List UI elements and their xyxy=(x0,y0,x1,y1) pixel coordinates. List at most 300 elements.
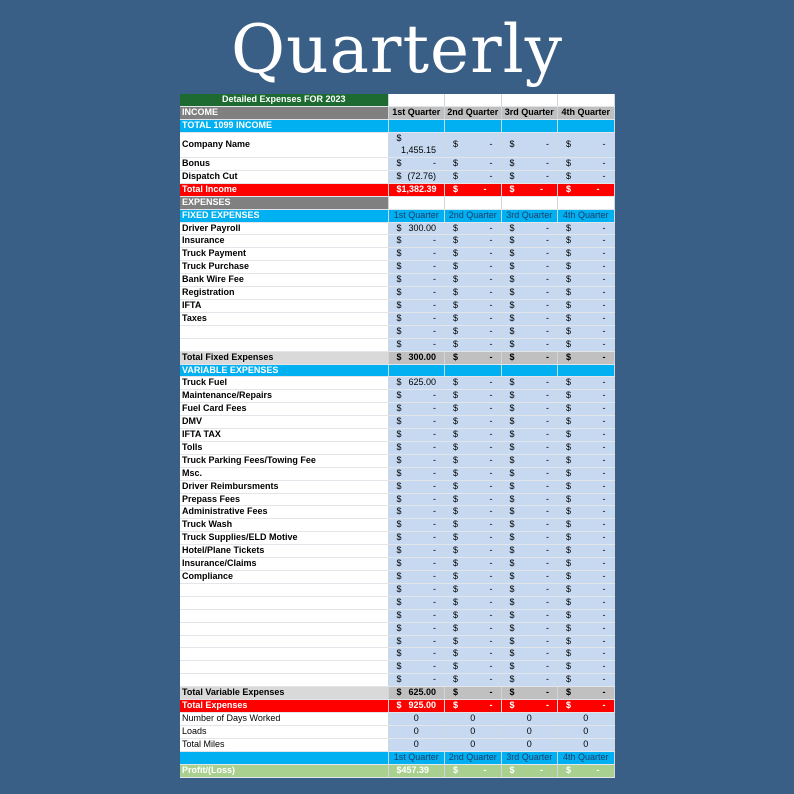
dollar-sign: $ xyxy=(566,416,572,427)
fixed-expense-value[interactable] xyxy=(445,338,502,351)
total-income-value[interactable] xyxy=(501,183,558,196)
quarter-header[interactable]: 3rd Quarter xyxy=(501,209,558,222)
row-label[interactable]: Total Miles xyxy=(180,738,388,751)
profit-value[interactable] xyxy=(445,764,502,777)
variable-expense-value[interactable] xyxy=(558,390,615,403)
total-income-value[interactable] xyxy=(445,183,502,196)
variable-expense-value[interactable] xyxy=(445,596,502,609)
variable-expense-value[interactable] xyxy=(445,454,502,467)
row-label[interactable]: Bank Wire Fee xyxy=(180,274,388,287)
row-label[interactable]: Administrative Fees xyxy=(180,506,388,519)
variable-expense-value[interactable] xyxy=(388,377,445,390)
row-label[interactable] xyxy=(180,583,388,596)
row-label[interactable]: Driver Reimbursments xyxy=(180,480,388,493)
variable-expense-value[interactable] xyxy=(558,648,615,661)
row-label[interactable]: IFTA xyxy=(180,299,388,312)
variable-expense-value[interactable] xyxy=(501,571,558,584)
variable-expense-value[interactable] xyxy=(558,558,615,571)
variable-expense-value[interactable] xyxy=(501,635,558,648)
quarter-footer[interactable]: 3rd Quarter xyxy=(501,751,558,764)
income-value[interactable] xyxy=(388,133,445,158)
stats-value[interactable]: 0 xyxy=(388,725,445,738)
variable-expense-value[interactable] xyxy=(558,441,615,454)
variable-expense-value[interactable] xyxy=(558,506,615,519)
variable-expense-value[interactable] xyxy=(388,571,445,584)
variable-expense-value[interactable] xyxy=(445,390,502,403)
stats-value[interactable]: 0 xyxy=(558,738,615,751)
stats-value[interactable]: 0 xyxy=(501,738,558,751)
variable-expense-value[interactable] xyxy=(501,506,558,519)
fixed-expense-value[interactable] xyxy=(558,338,615,351)
variable-expense-value[interactable] xyxy=(501,622,558,635)
stats-value[interactable]: 0 xyxy=(558,712,615,725)
variable-expense-value[interactable] xyxy=(558,467,615,480)
dollar-sign: $ xyxy=(509,261,515,272)
row-label[interactable]: Hotel/Plane Tickets xyxy=(180,545,388,558)
income-section-label[interactable]: INCOME xyxy=(180,107,388,120)
variable-expense-value[interactable] xyxy=(558,519,615,532)
variable-expense-value[interactable] xyxy=(445,416,502,429)
total-income-value[interactable] xyxy=(388,183,445,196)
blank-cell[interactable] xyxy=(558,196,615,209)
variable-expense-value[interactable] xyxy=(445,506,502,519)
income-value[interactable] xyxy=(388,158,445,171)
variable-expense-value[interactable] xyxy=(558,429,615,442)
dollar-sign: $ xyxy=(509,467,515,478)
variable-expense-value[interactable] xyxy=(558,609,615,622)
variable-expense-value[interactable] xyxy=(388,416,445,429)
dollar-sign: $ xyxy=(396,390,402,401)
fixed-expense-value[interactable] xyxy=(388,338,445,351)
variable-expense-value[interactable] xyxy=(501,429,558,442)
variable-expense-row xyxy=(180,403,614,416)
row-label[interactable]: Number of Days Worked xyxy=(180,712,388,725)
fixed-expense-value[interactable] xyxy=(388,287,445,300)
cell-value: - xyxy=(602,648,606,659)
quarter-footer[interactable]: 1st Quarter xyxy=(388,751,445,764)
variable-expense-value[interactable] xyxy=(445,558,502,571)
variable-expense-value[interactable] xyxy=(501,609,558,622)
row-label[interactable]: Tolls xyxy=(180,441,388,454)
row-label[interactable]: Msc. xyxy=(180,467,388,480)
variable-expense-value[interactable] xyxy=(388,532,445,545)
income-value[interactable] xyxy=(501,158,558,171)
variable-expense-value[interactable] xyxy=(501,403,558,416)
cell-value: - xyxy=(602,390,606,401)
stats-value[interactable]: 0 xyxy=(388,712,445,725)
fixed-expense-value[interactable] xyxy=(445,222,502,235)
quarter-footer[interactable]: 2nd Quarter xyxy=(445,751,502,764)
variable-expense-value[interactable] xyxy=(501,390,558,403)
dollar-sign: $ xyxy=(396,674,402,685)
total-income-value[interactable] xyxy=(558,183,615,196)
variable-expense-value[interactable] xyxy=(388,596,445,609)
variable-expense-value[interactable] xyxy=(388,674,445,687)
fixed-expense-value[interactable] xyxy=(445,248,502,261)
fixed-expense-value[interactable] xyxy=(558,274,615,287)
variable-expense-value[interactable] xyxy=(558,622,615,635)
variable-expense-value[interactable] xyxy=(501,583,558,596)
dollar-sign: $ xyxy=(453,139,459,150)
cell-value: - xyxy=(546,648,549,659)
row-label[interactable] xyxy=(180,325,388,338)
variable-expense-value[interactable] xyxy=(445,635,502,648)
income-value[interactable] xyxy=(501,170,558,183)
quarter-header[interactable]: 2nd Quarter xyxy=(445,107,502,120)
variable-expense-value[interactable] xyxy=(388,390,445,403)
row-label[interactable]: Fuel Card Fees xyxy=(180,403,388,416)
variable-expense-value[interactable] xyxy=(388,609,445,622)
fixed-expense-value[interactable] xyxy=(388,325,445,338)
cell-value: - xyxy=(546,700,549,711)
fixed-expense-value[interactable] xyxy=(388,235,445,248)
fixed-expense-value[interactable] xyxy=(558,287,615,300)
row-label[interactable] xyxy=(180,622,388,635)
fixed-expense-value[interactable] xyxy=(501,312,558,325)
stats-value[interactable]: 0 xyxy=(558,725,615,738)
fixed-expense-value[interactable] xyxy=(445,299,502,312)
fixed-expense-value[interactable] xyxy=(501,287,558,300)
variable-expense-value[interactable] xyxy=(558,454,615,467)
fixed-expense-value[interactable] xyxy=(558,325,615,338)
blank-cell[interactable] xyxy=(388,120,445,133)
row-label[interactable]: Insurance xyxy=(180,235,388,248)
dollar-sign: $ xyxy=(566,377,572,388)
blank-cell[interactable] xyxy=(445,196,502,209)
total-variable-value[interactable] xyxy=(501,687,558,700)
total-expenses-value[interactable] xyxy=(501,700,558,713)
variable-expense-value[interactable] xyxy=(501,493,558,506)
row-label[interactable]: Total Fixed Expenses xyxy=(180,351,388,364)
variable-expense-value[interactable] xyxy=(558,377,615,390)
variable-expense-value[interactable] xyxy=(388,558,445,571)
dollar-sign: $ xyxy=(453,467,459,478)
dollar-sign: $ xyxy=(396,351,402,362)
quarter-header[interactable]: 2nd Quarter xyxy=(445,209,502,222)
variable-expense-value[interactable] xyxy=(445,648,502,661)
stats-value[interactable]: 0 xyxy=(501,725,558,738)
variable-expense-value[interactable] xyxy=(501,454,558,467)
variable-expense-value[interactable] xyxy=(388,403,445,416)
blank-cell[interactable] xyxy=(558,120,615,133)
variable-expense-value[interactable] xyxy=(558,674,615,687)
fixed-expense-value[interactable] xyxy=(445,274,502,287)
fixed-expense-value[interactable] xyxy=(445,312,502,325)
variable-expense-value[interactable] xyxy=(501,377,558,390)
fixed-expenses-label[interactable]: FIXED EXPENSES xyxy=(180,209,388,222)
dollar-sign: $ xyxy=(566,583,572,594)
variable-expense-value[interactable] xyxy=(388,661,445,674)
total-variable-value[interactable] xyxy=(558,687,615,700)
row-label[interactable] xyxy=(180,338,388,351)
variable-expense-value[interactable] xyxy=(501,674,558,687)
variable-expense-value[interactable] xyxy=(501,532,558,545)
blank-cell[interactable] xyxy=(445,94,502,107)
variable-expense-value[interactable] xyxy=(501,661,558,674)
variable-expense-value[interactable] xyxy=(445,622,502,635)
blank-cell[interactable] xyxy=(558,94,615,107)
quarter-header[interactable]: 1st Quarter xyxy=(388,209,445,222)
cell-value: - xyxy=(602,222,606,233)
cell-value: - xyxy=(433,325,436,336)
variable-expense-value[interactable] xyxy=(501,441,558,454)
variable-expense-value[interactable] xyxy=(501,596,558,609)
row-label[interactable] xyxy=(180,609,388,622)
blank-cell[interactable] xyxy=(558,364,615,377)
dollar-sign: $ xyxy=(453,222,459,233)
variable-expense-value[interactable] xyxy=(445,519,502,532)
fixed-expense-value[interactable] xyxy=(501,235,558,248)
variable-expense-value[interactable] xyxy=(388,429,445,442)
row-label[interactable] xyxy=(180,635,388,648)
variable-expense-value[interactable] xyxy=(501,480,558,493)
stats-value[interactable]: 0 xyxy=(501,712,558,725)
variable-expense-value[interactable] xyxy=(388,467,445,480)
profit-value[interactable] xyxy=(558,764,615,777)
variable-expense-value[interactable] xyxy=(558,493,615,506)
variable-expense-value[interactable] xyxy=(558,661,615,674)
quarter-header[interactable]: 3rd Quarter xyxy=(501,107,558,120)
cell-value: - xyxy=(433,429,436,440)
row-label[interactable]: Maintenance/Repairs xyxy=(180,390,388,403)
dollar-sign: $ xyxy=(566,609,572,620)
row-label[interactable]: Compliance xyxy=(180,571,388,584)
fixed-expense-value[interactable] xyxy=(558,299,615,312)
variable-expense-value[interactable] xyxy=(445,377,502,390)
blank-cell[interactable] xyxy=(388,94,445,107)
fixed-expense-value[interactable] xyxy=(445,325,502,338)
fixed-expense-value[interactable] xyxy=(388,274,445,287)
quarter-header[interactable]: 4th Quarter xyxy=(558,209,615,222)
total-fixed-value[interactable] xyxy=(445,351,502,364)
dollar-sign: $ xyxy=(396,545,402,556)
fixed-expense-value[interactable] xyxy=(388,248,445,261)
total-1099-label[interactable]: TOTAL 1099 INCOME xyxy=(180,120,388,133)
row-label[interactable]: Company Name xyxy=(180,133,388,158)
quarter-footer[interactable]: 4th Quarter xyxy=(558,751,615,764)
total-fixed-value[interactable] xyxy=(501,351,558,364)
row-label[interactable]: Prepass Fees xyxy=(180,493,388,506)
row-label[interactable]: Total Variable Expenses xyxy=(180,687,388,700)
variable-expense-value[interactable] xyxy=(501,648,558,661)
row-label[interactable]: Total Income xyxy=(180,183,388,196)
cell-value: - xyxy=(489,609,493,620)
fixed-expense-value[interactable] xyxy=(445,235,502,248)
variable-expense-value[interactable] xyxy=(445,545,502,558)
variable-expense-value[interactable] xyxy=(558,480,615,493)
income-value[interactable] xyxy=(501,133,558,158)
stats-value[interactable]: 0 xyxy=(445,712,502,725)
variable-expense-value[interactable] xyxy=(445,467,502,480)
total-expenses-value[interactable] xyxy=(388,700,445,713)
variable-expense-value[interactable] xyxy=(445,493,502,506)
cell-value: - xyxy=(546,454,549,465)
dash-value: - xyxy=(540,764,543,775)
dollar-sign: $ xyxy=(566,299,572,310)
row-label[interactable]: Truck Parking Fees/Towing Fee xyxy=(180,454,388,467)
variable-expense-value[interactable] xyxy=(445,480,502,493)
variable-expense-value[interactable] xyxy=(501,545,558,558)
profit-value[interactable] xyxy=(388,764,445,777)
variable-expense-row xyxy=(180,596,614,609)
blank-cell[interactable] xyxy=(388,364,445,377)
fixed-expense-value[interactable] xyxy=(445,287,502,300)
income-value[interactable] xyxy=(388,170,445,183)
row-label[interactable] xyxy=(180,648,388,661)
total-expenses-value[interactable] xyxy=(558,700,615,713)
variable-expenses-label[interactable]: VARIABLE EXPENSES xyxy=(180,364,388,377)
row-label[interactable]: Total Expenses xyxy=(180,700,388,713)
income-value[interactable] xyxy=(445,158,502,171)
blank-cell[interactable] xyxy=(445,120,502,133)
fixed-expense-value[interactable] xyxy=(445,261,502,274)
stats-value[interactable]: 0 xyxy=(445,725,502,738)
variable-expense-value[interactable] xyxy=(445,609,502,622)
fixed-expense-value[interactable] xyxy=(388,299,445,312)
dollar-sign: $ xyxy=(396,493,402,504)
cell-value: - xyxy=(602,429,606,440)
total-fixed-value[interactable] xyxy=(558,351,615,364)
variable-expense-value[interactable] xyxy=(388,519,445,532)
variable-expense-value[interactable] xyxy=(388,583,445,596)
fixed-expense-value[interactable] xyxy=(501,248,558,261)
income-value[interactable] xyxy=(558,158,615,171)
dash-value: - xyxy=(596,183,600,194)
dollar-sign: $ xyxy=(396,700,402,711)
row-label[interactable]: Dispatch Cut xyxy=(180,170,388,183)
income-value[interactable] xyxy=(558,133,615,158)
total-expenses-value[interactable] xyxy=(445,700,502,713)
fixed-expense-value[interactable] xyxy=(501,222,558,235)
variable-expense-value[interactable] xyxy=(445,403,502,416)
stats-value[interactable]: 0 xyxy=(445,738,502,751)
dollar-sign: $ xyxy=(566,519,572,530)
fixed-expense-value[interactable] xyxy=(558,312,615,325)
row-label[interactable]: Bonus xyxy=(180,158,388,171)
row-label[interactable]: Driver Payroll xyxy=(180,222,388,235)
variable-expense-value[interactable] xyxy=(558,635,615,648)
cell-value: $1,382.39 xyxy=(396,183,437,194)
row-label[interactable]: Truck Supplies/ELD Motive xyxy=(180,532,388,545)
fixed-expense-value[interactable] xyxy=(558,261,615,274)
income-value[interactable] xyxy=(445,133,502,158)
variable-expense-value[interactable] xyxy=(558,545,615,558)
fixed-expense-value[interactable] xyxy=(558,222,615,235)
expenses-section-label[interactable]: EXPENSES xyxy=(180,196,388,209)
variable-expense-value[interactable] xyxy=(558,571,615,584)
row-label[interactable]: Truck Purchase xyxy=(180,261,388,274)
row-label[interactable] xyxy=(180,596,388,609)
profit-value[interactable] xyxy=(501,764,558,777)
fixed-expense-value[interactable] xyxy=(501,299,558,312)
variable-expense-value[interactable] xyxy=(558,532,615,545)
income-value[interactable] xyxy=(558,170,615,183)
quarter-header[interactable]: 1st Quarter xyxy=(388,107,445,120)
variable-expense-value[interactable] xyxy=(388,648,445,661)
fixed-expense-value[interactable] xyxy=(558,235,615,248)
fixed-expense-value[interactable] xyxy=(558,248,615,261)
row-label[interactable] xyxy=(180,674,388,687)
fixed-expense-value[interactable] xyxy=(501,325,558,338)
variable-expense-value[interactable] xyxy=(445,532,502,545)
blank-cell[interactable] xyxy=(501,94,558,107)
variable-expense-value[interactable] xyxy=(445,661,502,674)
quarter-header[interactable]: 4th Quarter xyxy=(558,107,615,120)
stats-value[interactable]: 0 xyxy=(388,738,445,751)
fixed-expense-value[interactable] xyxy=(501,261,558,274)
sheet-title[interactable]: Detailed Expenses FOR 2023 xyxy=(180,94,388,107)
row-label[interactable]: Truck Wash xyxy=(180,519,388,532)
variable-expense-value[interactable] xyxy=(388,454,445,467)
row-label[interactable]: Profit/(Loss) xyxy=(180,764,388,777)
variable-expense-value[interactable] xyxy=(388,506,445,519)
row-label[interactable]: Truck Fuel xyxy=(180,377,388,390)
variable-expense-value[interactable] xyxy=(501,416,558,429)
total-variable-value[interactable] xyxy=(388,687,445,700)
fixed-expense-value[interactable] xyxy=(501,274,558,287)
blank-cell[interactable] xyxy=(445,364,502,377)
fixed-expense-row xyxy=(180,325,614,338)
variable-expense-value[interactable] xyxy=(445,571,502,584)
blank-cell[interactable] xyxy=(501,120,558,133)
row-label[interactable]: Taxes xyxy=(180,312,388,325)
row-label[interactable]: Registration xyxy=(180,287,388,300)
row-label[interactable]: IFTA TAX xyxy=(180,429,388,442)
fixed-expense-value[interactable] xyxy=(388,312,445,325)
fixed-expense-value[interactable] xyxy=(388,222,445,235)
income-value[interactable] xyxy=(445,170,502,183)
row-label[interactable]: Insurance/Claims xyxy=(180,558,388,571)
row-label[interactable]: Truck Payment xyxy=(180,248,388,261)
blank-cell[interactable] xyxy=(388,196,445,209)
variable-expense-value[interactable] xyxy=(558,583,615,596)
fixed-expense-value[interactable] xyxy=(388,261,445,274)
variable-expense-value[interactable] xyxy=(388,635,445,648)
blank-cell[interactable] xyxy=(501,364,558,377)
fixed-expense-value[interactable] xyxy=(501,338,558,351)
cell-value: $ xyxy=(566,764,572,775)
variable-expense-value[interactable] xyxy=(501,467,558,480)
variable-expense-value[interactable] xyxy=(445,441,502,454)
blank-cell[interactable] xyxy=(501,196,558,209)
variable-expense-value[interactable] xyxy=(445,429,502,442)
cell-value: 300.00 xyxy=(408,351,436,362)
variable-expense-value[interactable] xyxy=(388,545,445,558)
row-label[interactable] xyxy=(180,661,388,674)
cell-value: - xyxy=(489,480,493,491)
variable-expense-value[interactable] xyxy=(388,493,445,506)
variable-expense-value[interactable] xyxy=(558,416,615,429)
variable-expense-value[interactable] xyxy=(388,441,445,454)
total-fixed-value[interactable] xyxy=(388,351,445,364)
variable-expense-value[interactable] xyxy=(388,622,445,635)
variable-expense-row xyxy=(180,622,614,635)
variable-expense-value[interactable] xyxy=(558,403,615,416)
variable-expense-value[interactable] xyxy=(501,519,558,532)
blank-cell[interactable] xyxy=(180,751,388,764)
dollar-sign: $ xyxy=(566,158,572,169)
variable-expense-value[interactable] xyxy=(501,558,558,571)
variable-header-row xyxy=(180,364,614,377)
variable-expense-value[interactable] xyxy=(445,674,502,687)
dollar-sign: $ xyxy=(396,299,402,310)
total-variable-value[interactable] xyxy=(445,687,502,700)
row-label[interactable]: Loads xyxy=(180,725,388,738)
variable-expense-value[interactable] xyxy=(388,480,445,493)
row-label[interactable]: DMV xyxy=(180,416,388,429)
variable-expense-value[interactable] xyxy=(445,583,502,596)
variable-expense-value[interactable] xyxy=(558,596,615,609)
